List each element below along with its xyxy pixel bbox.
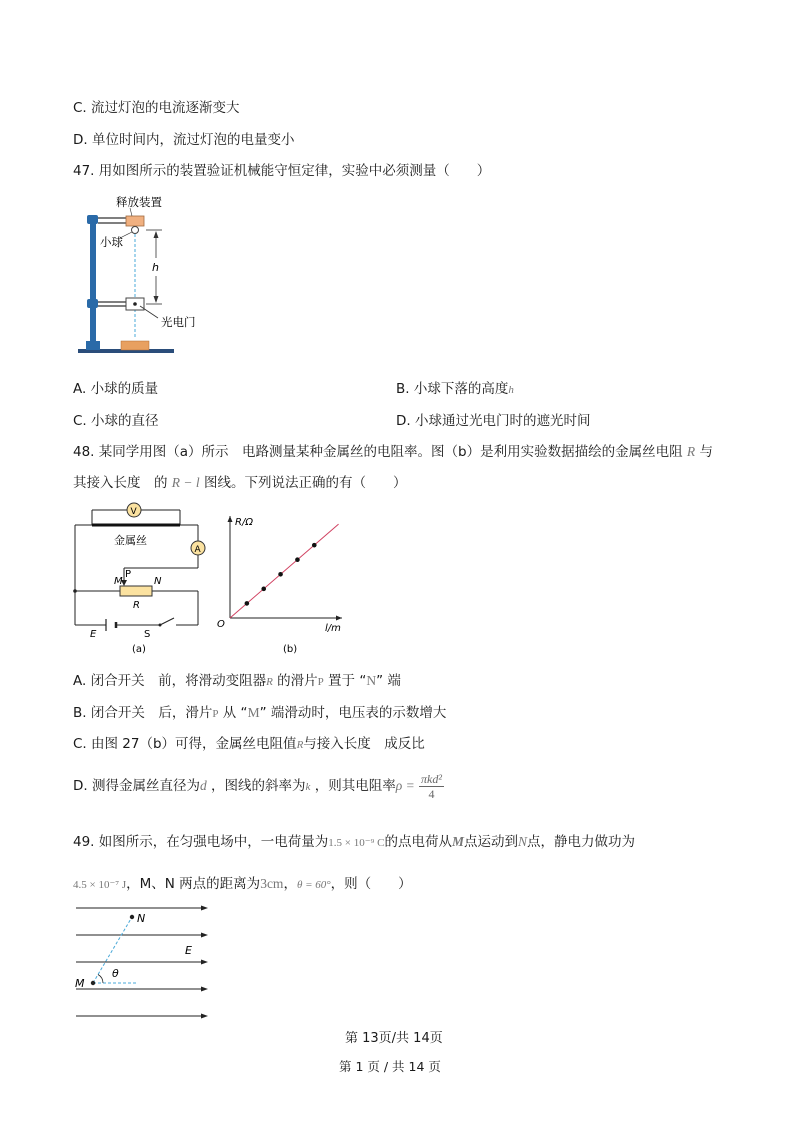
q47-release-device [126,216,144,226]
q49-label-e: E [185,944,192,957]
q47-ball [132,227,139,234]
q47-pole [90,218,96,343]
q49-label-theta: θ [112,967,119,980]
q49-point-m [91,981,95,985]
q47-option-b: B. 小球下落的高度h [396,381,514,397]
q48-chart [212,510,352,660]
q48-label-r: R [133,600,140,611]
q48-rheostat [120,586,152,596]
q48-label-a: A [194,545,201,555]
q47-option-d: D. 小球通过光电门时的遮光时间 [396,413,591,429]
q47-clamp-top [87,215,98,224]
q49-point-n [130,915,134,919]
q48-stem-line1: 48. 某同学用图（a）所示 电路测量某种金属丝的电阻率。图（b）是利用实验数据描绘的金属丝电阻 R 与 [73,444,713,460]
q49-stem-line2: 4.5 × 10⁻⁷ J，M、N 两点的距离为3cm，θ = 60°，则（ ） [73,876,412,892]
q48-label-v: V [130,507,137,517]
q48-option-b: B. 闭合开关 后，滑片P 从 “M” 端滑动时，电压表的示数增大 [73,705,447,721]
q48-option-a: A. 闭合开关 前，将滑动变阻器R 的滑片P 置于 “N” 端 [73,673,401,689]
q48-label-p: P [125,569,132,580]
q48-option-c: C. 由图 27（b）可得，金属丝电阻值R与接入长度 成反比 [73,736,425,752]
q48-stem-line2: 其接入长度 的 R − l 图线。下列说法正确的有（ ） [73,475,407,491]
q46-option-c: C. 流过灯泡的电流逐渐变大 [73,100,240,116]
q48-origin: O [217,619,225,630]
q47-pad [121,341,149,350]
q47-clamp-bottom [87,299,98,308]
q48-label-m: M [114,576,123,587]
q46-option-d: D. 单位时间内，流过灯泡的电量变小 [73,132,295,148]
q47-label-gate: 光电门 [161,315,196,329]
q48-data-point [312,543,317,548]
q48-xlabel: l/m [325,623,341,634]
q49-figure [70,898,215,1023]
q48-caption-b: (b) [283,644,298,655]
q48-rho-fraction: $\frac{\text{πkd²}}{4}$ [420,771,442,801]
q49-label-n: N [137,912,146,925]
q48-label-s: S [144,629,151,640]
q49-stem-line1: 49. 如图所示，在匀强电场中，一电荷量为1.5 × 10⁻⁹ C的点电荷从M点运动到N点，静电力做功为 [73,834,635,850]
outer-page-number: 第 1 页 / 共 14 页 [339,1059,441,1074]
q48-ylabel: R/Ω [235,517,253,528]
q48-option-d: D. 测得金属丝直径为d ，图线的斜率为k ，则其电阻率ρ = $\frac{\text{πkd²}}{4}$ [73,771,442,801]
q48-label-wire: 金属丝 [114,534,147,547]
q48-switch [159,624,162,627]
q47-stem: 47. 用如图所示的装置验证机械能守恒定律，实验中必须测量（ ） [73,163,491,179]
q47-option-c: C. 小球的直径 [73,413,159,429]
q48-data-point [261,587,266,592]
inner-page-number: 第 13页/共 14页 [345,1031,443,1046]
q48-data-point [278,572,283,577]
q47-option-a: A. 小球的质量 [73,381,159,397]
q48-label-e: E [90,629,97,640]
q48-circuit [70,498,215,658]
q47-label-ball: 小球 [100,235,123,249]
q47-label-h: h [152,261,159,274]
q48-data-point [295,557,300,562]
q47-label-release: 释放装置 [116,195,162,209]
q48-caption-a: (a) [132,644,146,655]
q48-data-point [245,601,250,606]
q48-label-n: N [154,576,162,587]
q49-label-m: M [75,977,85,990]
q49-angle-arc [98,975,103,984]
q47-figure [72,188,212,360]
